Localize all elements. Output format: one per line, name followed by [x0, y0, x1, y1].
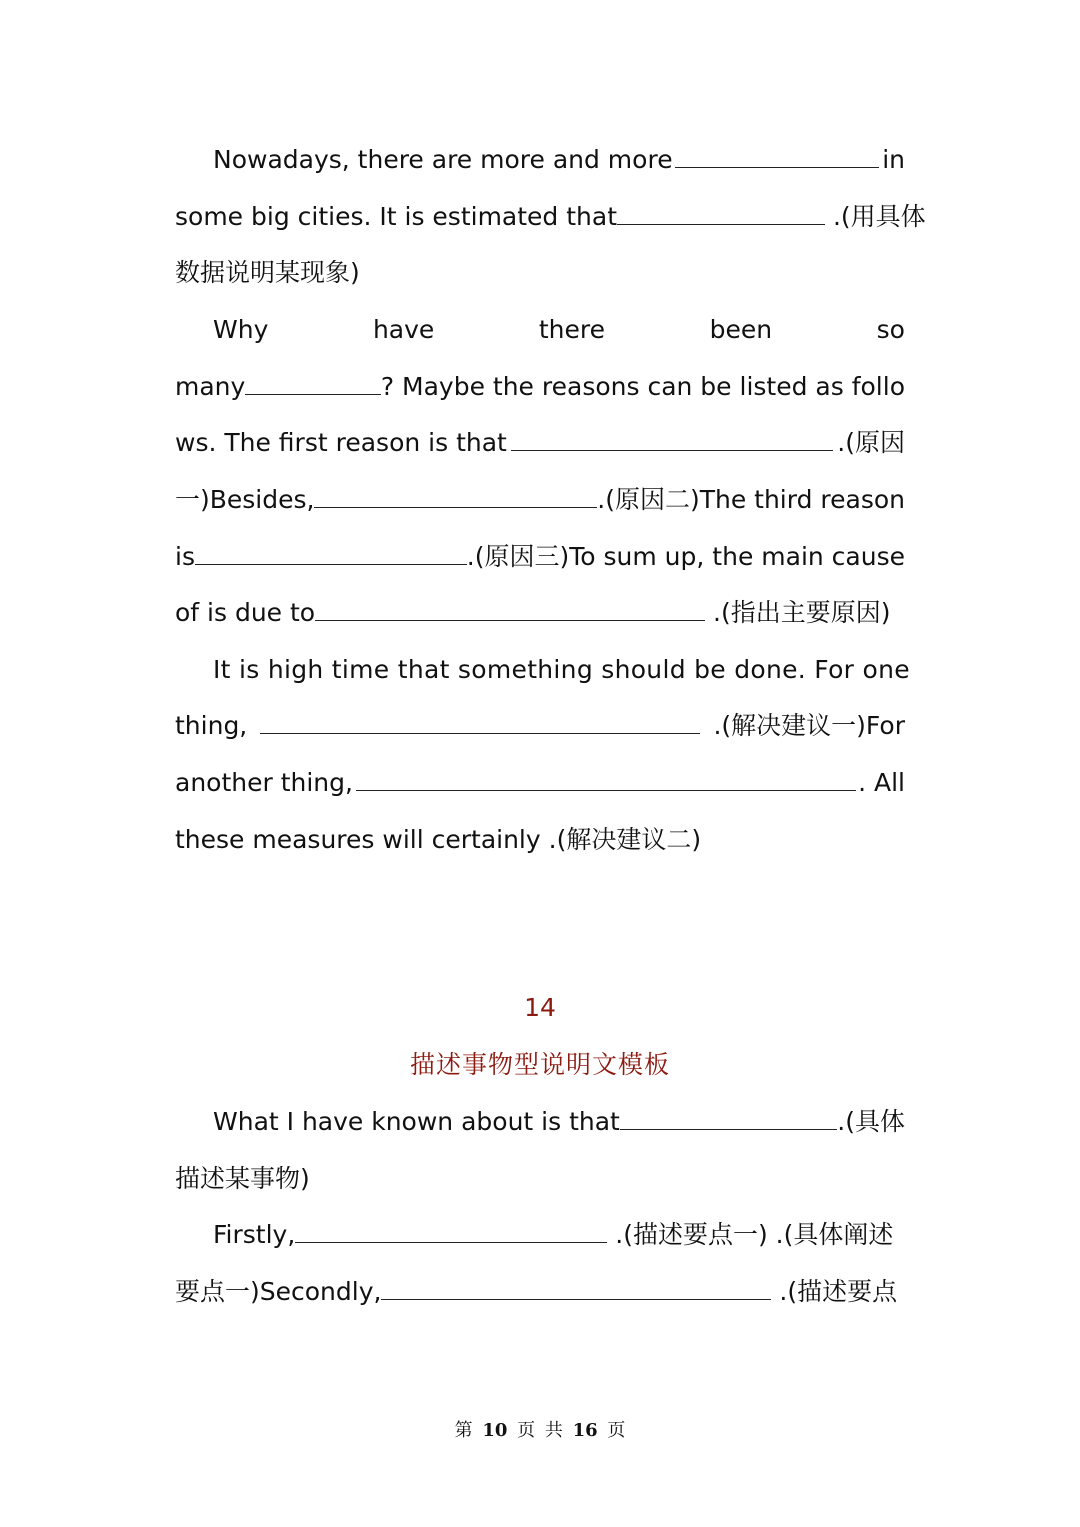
paragraph-1-line-2 [175, 197, 926, 237]
text: .(原因三)To sum up, the main cause [466, 542, 905, 571]
fill-blank [315, 619, 705, 621]
text: .(原因二)The third reason [597, 485, 905, 514]
text: 一)Besides, [175, 485, 315, 514]
page-footer [0, 1414, 1080, 1448]
text: ws. The first reason is that [175, 428, 507, 457]
total-page-number: 16 [572, 1420, 598, 1441]
fill-blank [620, 1128, 837, 1130]
fill-blank [295, 1241, 607, 1243]
fill-blank [245, 393, 381, 395]
footer-prefix: 第 [454, 1420, 473, 1441]
section-number: 14 [524, 993, 556, 1022]
paragraph-2-line-4 [175, 480, 905, 520]
paragraph-3-line-3 [175, 763, 905, 803]
fill-blank [356, 789, 856, 791]
paragraph-4-line-1 [175, 1102, 905, 1142]
word: Why [213, 315, 269, 344]
fill-blank [195, 563, 467, 565]
text: Firstly, [213, 1220, 296, 1249]
paragraph-1-line-1 [175, 140, 905, 180]
fill-blank [314, 506, 597, 508]
paragraph-2-line-6 [175, 593, 905, 633]
word: so [876, 315, 905, 344]
fill-blank [381, 1298, 771, 1300]
word: there [538, 315, 605, 344]
paragraph-5-line-2 [175, 1272, 905, 1312]
section-title: 描述事物型说明文模板 [409, 1050, 670, 1079]
paragraph-2-line-5 [175, 537, 905, 577]
paragraph-2-line-2 [175, 367, 905, 407]
text: thing, [175, 711, 248, 740]
paragraph-3-line-1: It is high time that something should be done. For one [213, 655, 910, 684]
fill-blank [511, 449, 833, 451]
paragraph-1-line-3: 数据说明某现象) [175, 258, 360, 287]
word: been [709, 315, 773, 344]
paragraph-4-line-2: 描述某事物) [175, 1164, 310, 1193]
text: .(原因 [837, 428, 905, 457]
text: another thing, [175, 768, 353, 797]
fill-blank [675, 166, 879, 168]
text: Nowadays, there are more and more [213, 145, 673, 174]
word: have [372, 315, 435, 344]
paragraph-2-line-1 [175, 310, 905, 350]
paragraph-2-line-3 [175, 423, 905, 463]
text: in [882, 145, 905, 174]
text: of is due to [175, 598, 316, 627]
text: .(具体 [837, 1107, 905, 1136]
text: .(指出主要原因) [705, 598, 891, 627]
text: .(描述要点 [771, 1277, 898, 1306]
text: ? Maybe the reasons can be listed as follo [380, 372, 905, 401]
footer-middle: 页 共 [517, 1420, 563, 1441]
text: .(描述要点一) .(具体阐述 [607, 1220, 894, 1249]
paragraph-3-line-4: these measures will certainly .(解决建议二) [175, 825, 702, 854]
text: many [175, 372, 246, 401]
text: some big cities. It is estimated that [175, 202, 618, 231]
text: 要点一)Secondly, [175, 1277, 382, 1306]
paragraph-3-line-2 [175, 706, 905, 746]
text: is [175, 542, 195, 571]
fill-blank [617, 223, 825, 225]
text: .(用具体 [825, 202, 926, 231]
text: What I have known about is that [213, 1107, 620, 1136]
current-page-number: 10 [482, 1420, 508, 1441]
footer-suffix: 页 [607, 1420, 626, 1441]
paragraph-5-line-1 [175, 1215, 905, 1255]
fill-blank [260, 732, 700, 734]
text: . All [858, 768, 905, 797]
text: .(解决建议一)For [713, 711, 905, 740]
